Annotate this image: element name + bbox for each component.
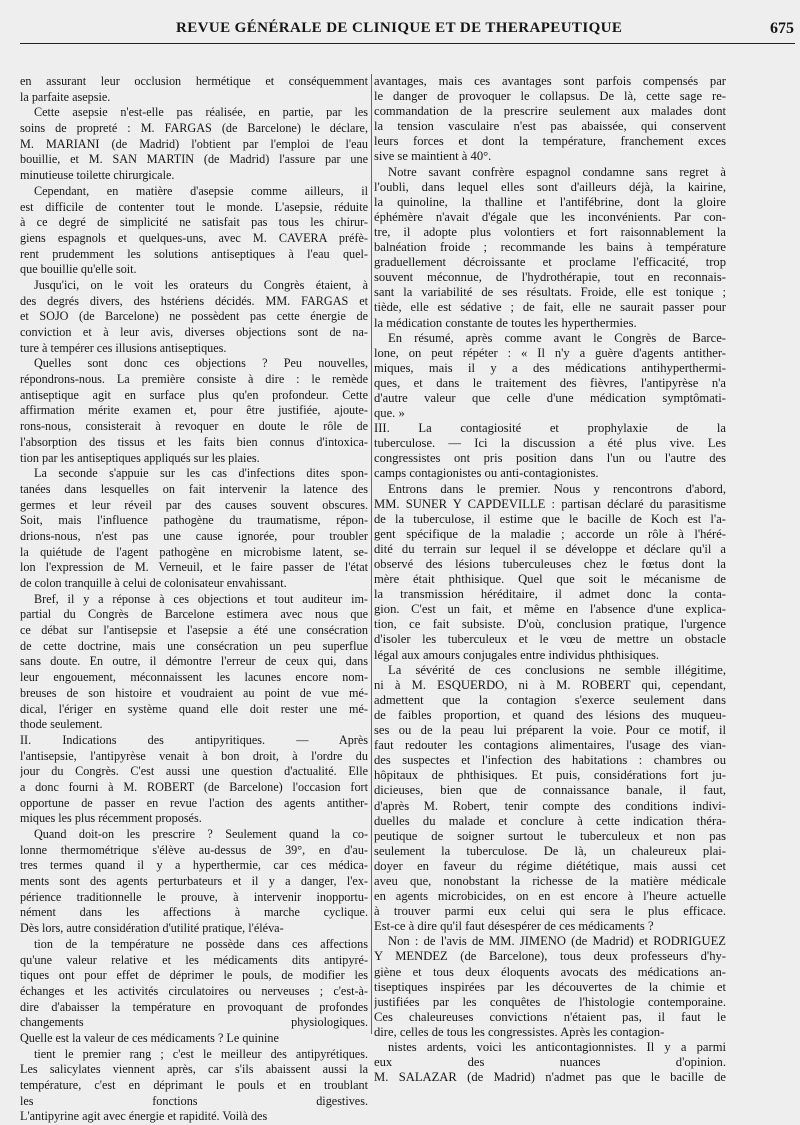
text-line: sant la variabilité de ses résultats. Froide, elle est tonique ;	[374, 285, 726, 300]
text-line: est difficile de contenter tout le monde. L'asepsie, réduite	[20, 199, 368, 214]
text-line: Bref, il y a réponse à ces objections et tout auditeur im-	[34, 591, 368, 606]
text-line: Cette asepsie n'est-elle pas réalisée, en partie, par les	[34, 105, 368, 120]
text-line: L'antipyrine agit avec énergie et rapidité. Voilà des	[20, 1109, 268, 1124]
text-line: miques, mais il y a des médications antihyperthermi-	[374, 360, 726, 375]
text-line: répondrons-nous. La première consiste à dire : le remède	[20, 372, 368, 387]
text-line: gent spécifique de la maladie ; accorde un rôle à l'héré-	[374, 526, 726, 541]
text-line: Entrons dans le premier. Nous y rencontrons d'abord,	[388, 481, 726, 496]
text-line: tre, il adopte plus volontiers et fort raisonnablement la	[374, 224, 726, 239]
text-line: observé des lésions tuberculeuses chez le fœtus dont la	[374, 557, 726, 571]
text-line: miques les plus récemment proposés.	[20, 811, 202, 826]
text-line: seulement la tuberculose. De là, un chaleureux plai-	[374, 843, 726, 858]
text-line: breuses de son histoire et voudraient au point de vue mé-	[20, 685, 368, 700]
text-line: gion. C'est un fait, et même en l'absence d'une explica-	[374, 602, 726, 617]
text-line: peutique de soigner surtout le tuberculeux et non pas	[374, 828, 726, 843]
text-line: la parfaite asepsie.	[20, 89, 111, 104]
text-line: rons-nous, consisterait à revoquer en doute le rôle de	[20, 419, 368, 434]
text-line: de colon tranquille à celui de colonisateur envahissant.	[20, 576, 287, 590]
text-line: de cette doctrine, mais une consécration un peu superflue	[20, 638, 368, 653]
text-line: en assurant leur occlusion hermétique et conséquemment	[20, 74, 368, 88]
text-line: la transmission héréditaire, il admet donc la conta-	[374, 587, 726, 602]
text-line: l'absorption des tissus et les faits bien connus d'intoxica-	[20, 434, 368, 449]
text-line: sans doute. En outre, il démontre l'erreur de ceux qui, dans	[20, 654, 368, 669]
text-line: admettent que la contagion s'exerce seulement dans	[374, 692, 726, 707]
text-line: que. »	[374, 406, 405, 421]
text-line: Quelle est la valeur de ces médicaments ? Le quinine	[20, 1030, 279, 1045]
text-line: jour du Congrès. C'est aussi une question d'actualité. Elle	[20, 764, 368, 779]
text-line: giène et tous deux éloquents avocats des médications an-	[374, 964, 726, 979]
text-line: légal aux amours conjugales entre individus phthisiques.	[374, 647, 660, 662]
text-line: lone, on peut répéter : « Il n'y a guère d'agents antither-	[374, 345, 726, 360]
text-line: ments sont des agents perturbateurs et il y a danger, l'ex-	[20, 874, 368, 889]
text-line: d'autre valeur que celle d'une médication symptômati-	[374, 390, 726, 405]
text-line: nistes ardents, voici les anticontagionnistes. Il y a parmi	[388, 1040, 726, 1054]
text-line: ses ou de la peau lui préparent la voie. Pour ce motif, il	[374, 723, 726, 738]
text-line: antiseptique agit en surface plus qu'en profondeur. Cette	[20, 387, 368, 402]
text-line: thode seulement.	[20, 717, 103, 732]
page-header	[0, 0, 800, 44]
text-line: tres termes quand il y a hyperthermie, car ces médica-	[20, 858, 368, 873]
text-line: eux des nuances d'opinion.	[374, 1055, 726, 1070]
text-line: II. Indications des antipyritiques. — Après	[20, 732, 368, 747]
text-line: En résumé, après comme avant le Congrès de Barce-	[388, 330, 726, 345]
text-line: la médication constante de toutes les hyperthermies.	[374, 315, 637, 330]
text-line: la tension vasculaire n'est pas abaissée, qui conservent	[374, 119, 726, 134]
text-line: mère était phthisique. Quel que soit le mécanisme de	[374, 572, 726, 587]
text-line: MM. SUNER Y CAPDEVILLE : partisan déclaré du parasitisme	[374, 496, 726, 511]
text-line: changements physiologiques.	[20, 1015, 368, 1030]
text-line: dité du terrain sur lequel il se développe et déclare qu'il a	[374, 541, 726, 556]
text-line: M. MARIANI (de Madrid) l'obtient par l'emploi de l'eau	[20, 136, 368, 151]
text-line: doyer en faveur du régime diététique, mais aussi cet	[374, 858, 726, 873]
text-line: drions-nous, n'est pas une cause ignorée, pour troubler	[20, 528, 368, 543]
text-line: Quelles sont donc ces objections ? Peu nouvelles,	[34, 356, 368, 371]
text-line: Non : de l'avis de MM. JIMENO (de Madrid) et RODRIGUEZ	[388, 934, 726, 949]
text-line: dical, l'ériger en système quand elle doit rester une mé-	[20, 701, 368, 716]
text-line: Y MENDEZ (de Barcelone), tous deux professeurs d'hy-	[374, 949, 726, 964]
left-column	[20, 74, 368, 1125]
text-line: tion par les antiseptiques appliqués sur les plaies.	[20, 450, 260, 465]
text-line: aveu que, nonobstant la richesse de la matière médicale	[374, 873, 726, 888]
text-line: les fonctions digestives.	[20, 1093, 368, 1108]
text-line: l'oubli, dans lequel elles sont d'ailleurs déjà, la kairine,	[374, 179, 726, 194]
text-line: la quinoline, la thalline et l'antifébrine, dont la gloire	[374, 194, 726, 209]
text-line: sive se maintient à 40°.	[374, 149, 492, 164]
text-line: à trouver parmi eux celui qui sera le plus efficace.	[374, 904, 726, 919]
text-line: opportune de passer en revue l'action des agents antither-	[20, 795, 368, 810]
text-line: La seconde s'appuie sur les cas d'infections dites spon-	[34, 466, 368, 481]
text-line: Jusqu'ici, on le voit les orateurs du Congrès étaient, à	[34, 277, 368, 292]
text-line: de faibles proportion, et quand des lésions des muqueu-	[374, 707, 726, 722]
text-line: éphémère n'avait d'égale que les inconvénients. Par con-	[374, 209, 726, 224]
text-line: partial du Congrès de Barcelone estimera avec nous que	[20, 607, 368, 622]
text-line: l'antisepsie, l'antipyrèse venait à bon droit, à l'ordre du	[20, 748, 368, 763]
text-line: la quiétude de l'agent pathogène en microbisme latent, se-	[20, 544, 368, 559]
text-line: giens espagnols et quelques-uns, avec M. CAVERA préfè-	[20, 230, 368, 245]
text-line: dicieuses, bien que de connaissance banale, il faut,	[374, 783, 726, 798]
text-line: camps contagionistes ou anti-contagionistes.	[374, 466, 599, 481]
text-line: congressistes ont pris position dans l'un ou l'autre des	[374, 451, 726, 466]
text-line: souvent méconnue, de l'hydrothérapie, tout en reconnais-	[374, 270, 726, 285]
text-line: Soit, mais l'influence pathogène du traumatisme, répon-	[20, 513, 368, 528]
text-line: d'isoler les tuberculeux et le vœu de mettre un obstacle	[374, 632, 726, 647]
text-line: de la tuberculose, il estime que le bacille de Koch est l'a-	[374, 511, 726, 526]
text-line: Les salicylates viennent après, car s'ils abaissent aussi la	[20, 1062, 368, 1077]
text-line: ni à M. ESQUERDO, ni à M. ROBERT qui, cependant,	[374, 677, 726, 692]
text-line: dire d'abaisser la température en provoquant de profondes	[20, 999, 368, 1014]
text-line: affirmation mérite examen et, pour être justifiée, ajoute-	[20, 403, 368, 418]
text-line: Quand doit-on les prescrire ? Seulement quand la co-	[34, 827, 368, 841]
text-line: périence traditionnelle le prouve, à intervenir inopportu-	[20, 889, 368, 904]
text-line: hôpitaux de phthisiques. Et puis, considérations fort ju-	[374, 768, 726, 783]
text-line: minutieuse toilette chirurgicale.	[20, 168, 175, 183]
text-line: rent prudemment les solutions antiseptiques à l'eau quel-	[20, 246, 368, 261]
text-line: graduellement décroissante et proclame l'efficacité, trop	[374, 255, 726, 270]
column-divider	[371, 74, 372, 1034]
text-line: ce débat sur l'antisepsie et l'asepsie a été une consécration	[20, 623, 368, 638]
text-line: leurs forces et dont la température, franchement exces	[374, 134, 726, 149]
page-number: 675	[770, 20, 794, 37]
text-line: le danger de provoquer le collapsus. De là, cette sage re-	[374, 89, 726, 104]
text-line: échanges et les activités circulatoires ou nerveuses ; c'est-à-	[20, 983, 368, 998]
text-line: qu'une valeur relative et les médicaments dits antipyré-	[20, 952, 368, 967]
text-line: tiède, elle est sédative ; de fait, elle ne saurait passer pour	[374, 300, 726, 315]
text-line: germes et leur réveil par des causes souvent obscures.	[20, 497, 368, 512]
text-line: ture à tempérer ces illusions antiseptiques.	[20, 340, 227, 355]
right-column	[374, 74, 726, 1085]
text-line: tion, ce fait subsiste. D'où, conclusion pratique, l'urgence	[374, 617, 726, 632]
text-line: tion de la température ne possède dans ces affections	[34, 936, 368, 951]
text-line: tanées dans lesquelles on fait intervenir la latence des	[20, 481, 368, 496]
text-line: des degrés divers, des hstériens décidés. MM. FARGAS et	[20, 293, 368, 308]
text-line: conviction et à leur avis, diverses objections sont de na-	[20, 325, 368, 339]
text-line: d'après M. Robert, tenir compte des conditions indivi-	[374, 798, 726, 813]
text-line: tient le premier rang ; c'est le meilleur des antipyrétiques.	[34, 1046, 368, 1061]
text-line: faut redouter les contagions alimentaires, l'usage des vian-	[374, 738, 726, 753]
text-line: III. La contagiosité et prophylaxie de la	[374, 421, 726, 436]
text-line: que bouillie qu'elle soit.	[20, 262, 137, 277]
text-line: Cependant, en matière d'asepsie comme ailleurs, il	[34, 183, 368, 198]
text-line: tiques ont pour effet de déprimer le pouls, de modifier les	[20, 968, 368, 983]
text-line: des suspectes et l'infection des habitations : chambres ou	[374, 753, 726, 768]
header-rule	[20, 43, 795, 44]
text-line: a donc fourni à M. ROBERT (de Barcelone) l'occasion fort	[20, 779, 368, 794]
text-line: Notre savant confrère espagnol condamne sans regret à	[388, 164, 726, 179]
text-line: et SOJO (de Barcelone) ne possèdent pas cette énergie de	[20, 309, 368, 324]
text-line: tiseptiques inspirées par les découvertes de la chimie et	[374, 979, 726, 994]
text-line: Dès lors, autre considération d'utilité pratique, l'éléva-	[20, 921, 284, 936]
running-title: REVUE GÉNÉRALE DE CLINIQUE ET DE THERAPEUTIQUE	[176, 20, 623, 36]
text-line: lon l'expression de M. Verneuil, et le faire passer de l'état	[20, 560, 368, 575]
text-line: dire, celles de tous les congressistes. Après les contagion-	[374, 1024, 665, 1039]
text-line: M. SALAZAR (de Madrid) n'admet pas que le bacille de	[374, 1070, 726, 1085]
text-line: température, c'est en déprimant le pouls et en troublant	[20, 1078, 368, 1092]
text-line: nément dans les affections à marche cyclique.	[20, 905, 368, 920]
text-line: lonne thermométrique s'élève au-dessus de 39°, en d'au-	[20, 842, 368, 857]
text-line: Est-ce à dire qu'il faut désespérer de ces médicaments ?	[374, 919, 654, 934]
text-line: La sévérité de ces conclusions ne semble illégitime,	[388, 662, 726, 677]
text-line: en agents microbicides, on en est encore à l'heure actuelle	[374, 889, 726, 904]
text-line: à ce degré de simplicité ne satisfait pas tous les chirur-	[20, 215, 368, 230]
text-line: leur engouement, méconnaissent les lacunes encore nom-	[20, 670, 368, 685]
text-line: balnéation froide ; recommande les bains à température	[374, 240, 726, 255]
text-line: duelles du malade et conclure à cette indication théra-	[374, 813, 726, 828]
text-line: soins de propreté : M. FARGAS (de Barcelone) le déclare,	[20, 121, 368, 136]
text-line: tuberculose. — Ici la discussion a été plus vive. Les	[374, 436, 726, 451]
text-line: commandation de la prescrire seulement aux malades dont	[374, 104, 726, 119]
text-line: ques, et dans le traitement des fièvres, l'antipyrèse n'a	[374, 375, 726, 390]
text-line: Ces chaleureuses convictions n'étaient pas, il faut le	[374, 1009, 726, 1024]
text-line: bouillie, et M. SAN MARTIN (de Madrid) l'assure par une	[20, 152, 368, 167]
text-line: avantages, mais ces avantages sont parfois compensés par	[374, 74, 726, 88]
text-line: justifiées par les conquêtes de l'histologie contemporaine.	[374, 994, 726, 1009]
